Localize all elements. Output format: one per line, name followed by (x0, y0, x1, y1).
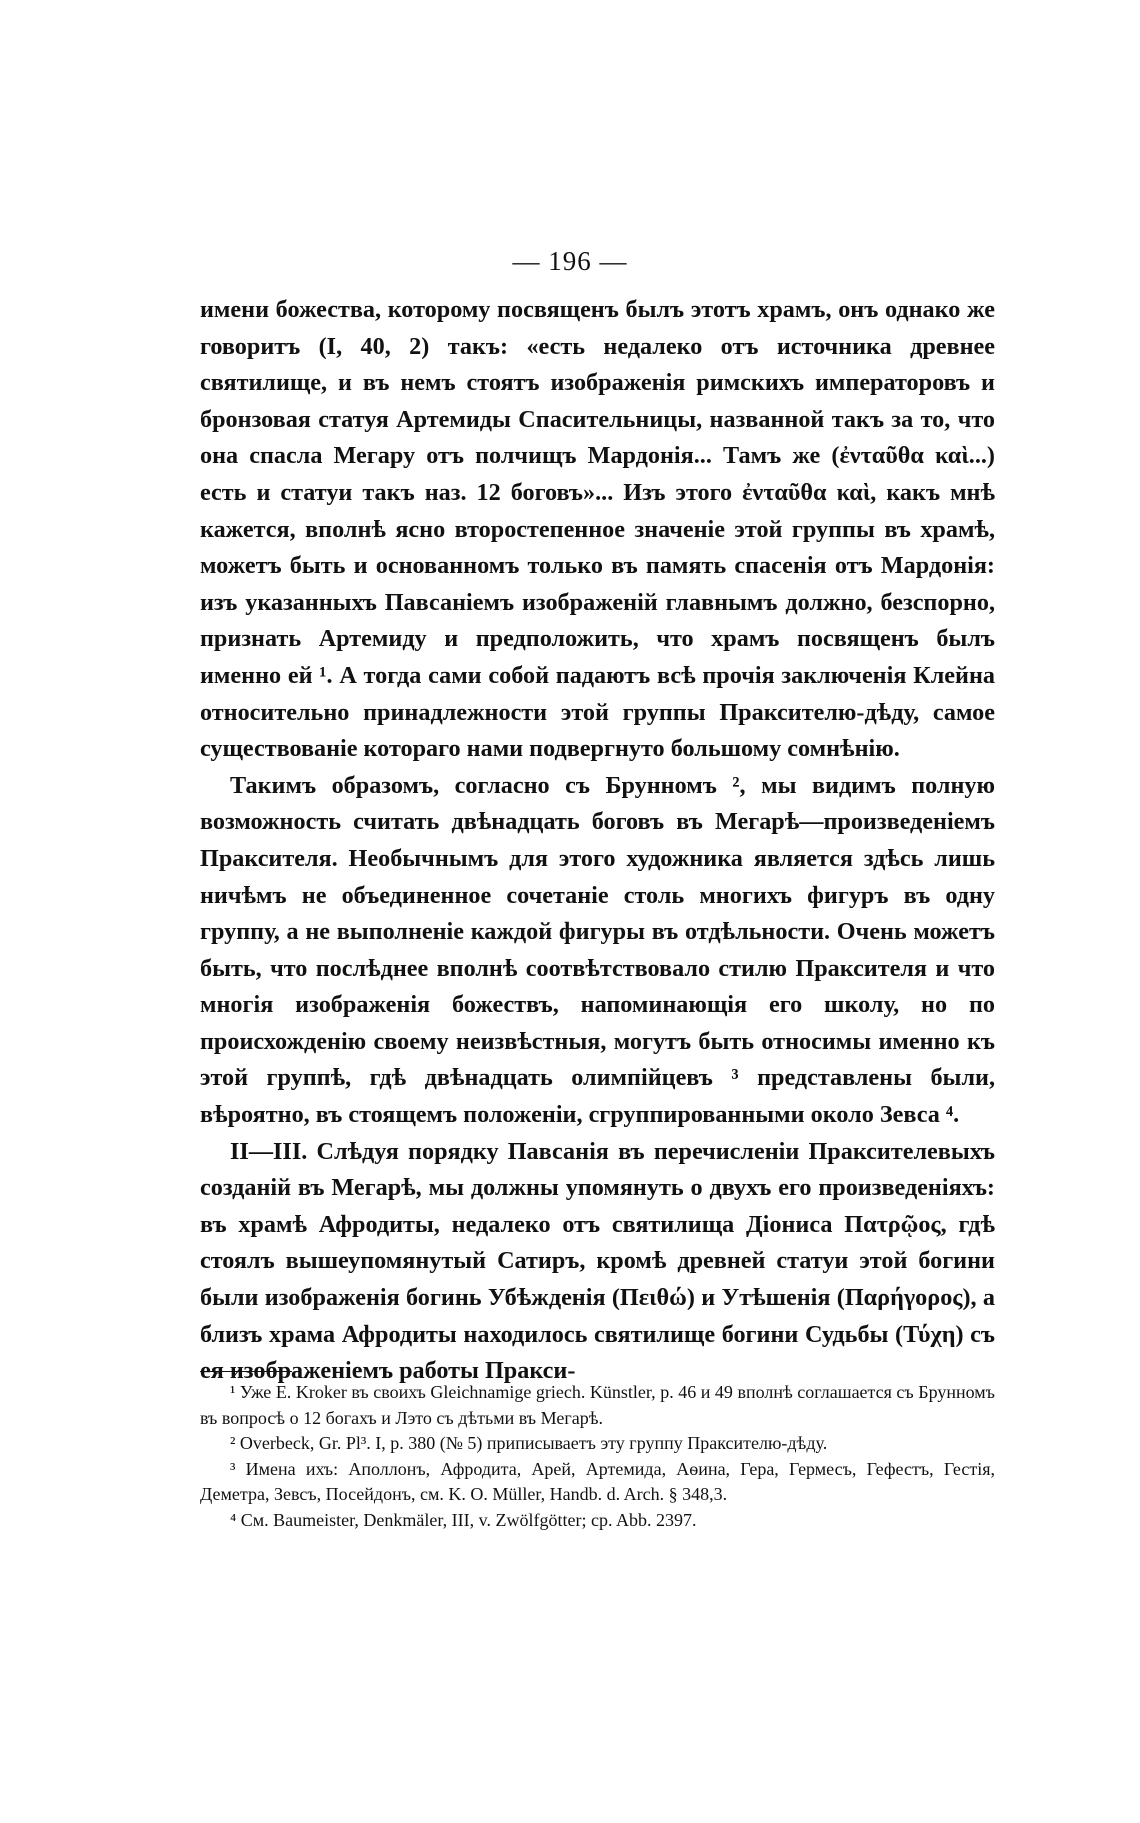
main-text (200, 292, 995, 1390)
paragraph: Такимъ образомъ, согласно съ Брунномъ ², мы видимъ полную возможность считать двѣнадцать боговъ въ Мегарѣ—произведеніемъ Праксителя. Необычнымъ для этого художника является здѣсь лишь ничѣмъ не объединенное сочетаніе столь многихъ фигуръ въ одну группу, а не выполненіе каждой фигуры въ отдѣльности. Очень можетъ быть, что послѣднее вполнѣ соотвѣтствовало стилю Праксителя и что многія изображенія божествъ, напоминающія его школу, но по происхожденію своему неизвѣстныя, могутъ быть относимы именно къ этой группѣ, гдѣ двѣнадцать олимпійцевъ ³ представлены были, вѣроятно, въ стоящемъ положеніи, сгруппированными около Зевса ⁴. (200, 771, 995, 1129)
footnote: ⁴ См. Baumeister, Denkmäler, III, v. Zwölfgötter; cp. Abb. 2397. (230, 1509, 697, 1530)
footnote: ² Overbeck, Gr. Pl³. I, p. 380 (№ 5) приписываетъ эту группу Праксителю-дѣду. (230, 1433, 828, 1453)
footnote: ¹ Уже E. Kroker въ своихъ Gleichnamige griech. Künstler, p. 46 и 49 вполнѣ соглашается съ Брунномъ въ вопросѣ о 12 богахъ и Лэто съ дѣтьми въ Мегарѣ. (200, 1382, 995, 1428)
paragraph: II—III. Слѣдуя порядку Павсанія въ перечисленіи Праксителевыхъ созданій въ Мегарѣ, мы должны упомянуть о двухъ его произведеніяхъ: въ храмѣ Афродиты, недалеко отъ святилища Діониса Πατρῷος, гдѣ стоялъ вышеупомянутый Сатиръ, кромѣ древней статуи этой богини были изображенія богинь Убѣжденія (Πειθώ) и Утѣшенія (Παρήγορος), а близъ храма Афродиты находилось святилище богини Судьбы (Τύχη) съ ея изображеніемъ работы Пракси- (200, 1137, 995, 1385)
footnotes (200, 1380, 995, 1533)
paragraph: имени божества, которому посвященъ былъ этотъ храмъ, онъ однако же говоритъ (I, 40, 2) такъ: «есть недалеко отъ источника древнее святилище, и въ немъ стоятъ изображенія римскихъ императоровъ и бронзовая статуя Артемиды Спасительницы, названной такъ за то, что она спасла Мегару отъ полчищъ Мардонія... Тамъ же (ἐνταῦθα καὶ...) есть и статуи такъ наз. 12 боговъ»... Изъ этого ἐνταῦθα καὶ, какъ мнѣ кажется, вполнѣ ясно второстепенное значеніе этой группы въ храмѣ, можетъ быть и основанномъ только въ память спасенія отъ Мардонія: изъ указанныхъ Павсаніемъ изображеній главнымъ должно, безспорно, признать Артемиду и предположить, что храмъ посвященъ былъ именно ей ¹. А тогда сами собой падаютъ всѣ прочія заключенія Клейна относительно принадлежности этой группы Праксителю-дѣду, самое существованіе котораго нами подвергнуто большому сомнѣнію. (200, 296, 995, 763)
page-number: — 196 — (512, 246, 628, 276)
footnote-divider (200, 1371, 292, 1372)
footnote: ³ Имена ихъ: Аполлонъ, Афродита, Арей, Артемида, Аѳина, Гера, Гермесъ, Гефестъ, Гестія, Деметра, Зевсъ, Посейдонъ, см. K. O. Müller, Handb. d. Arch. § 348,3. (200, 1458, 995, 1504)
